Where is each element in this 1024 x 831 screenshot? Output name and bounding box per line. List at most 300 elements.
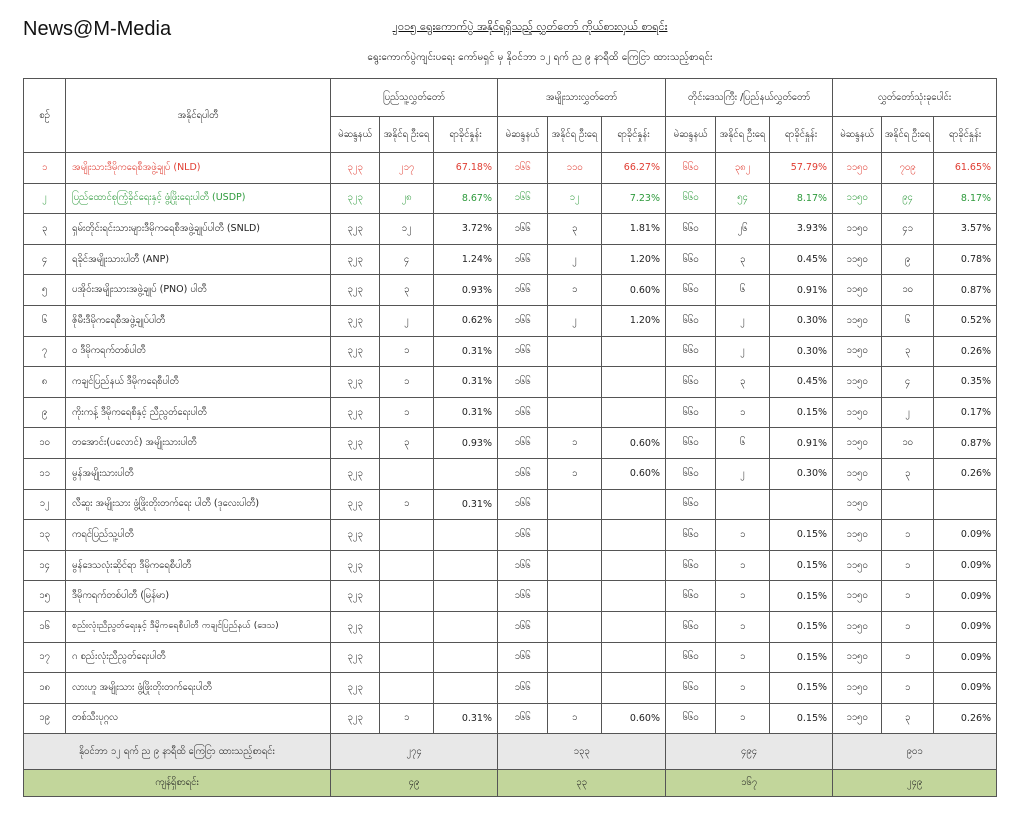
seats-won-cell	[380, 581, 434, 612]
constituency-cell: ၁၆၆	[498, 673, 548, 704]
constituency-cell: ၃၂၃	[331, 581, 380, 612]
constituency-cell: ၁၆၆	[498, 336, 548, 367]
constituency-cell: ၃၂၃	[331, 611, 380, 642]
constituency-cell: ၁၁၅၀	[833, 428, 882, 459]
constituency-cell: ၆၆၀	[666, 428, 716, 459]
percent-cell: 61.65%	[934, 153, 997, 184]
seats-won-cell	[380, 550, 434, 581]
brand-label: News@M-Media	[23, 18, 172, 40]
table-row	[24, 183, 997, 214]
seats-won-cell: ၆	[716, 428, 770, 459]
table-row	[24, 397, 997, 428]
seats-won-cell: ၁၂	[548, 183, 602, 214]
constituency-cell: ၁၆၆	[498, 367, 548, 398]
constituency-cell: ၃၂၃	[331, 458, 380, 489]
sum-row	[24, 734, 997, 770]
seats-won-cell: ၄	[882, 367, 934, 398]
percent-cell: 0.30%	[770, 336, 833, 367]
constituency-cell: ၆၆၀	[666, 275, 716, 306]
party-name: တစ်သီးပုဂ္ဂလ	[66, 703, 331, 734]
percent-cell: 0.31%	[434, 367, 498, 398]
constituency-cell: ၁၁၅၀	[833, 214, 882, 245]
header-group-regional: တိုင်းဒေသကြီး /ပြည်နယ်လွှတ်တော်	[666, 79, 833, 117]
seats-won-cell: ၁	[882, 520, 934, 551]
table-row	[24, 275, 997, 306]
party-name: ဇိုမီးဒီမိုကရေစီအဖွဲ့ချုပ်ပါတီ	[66, 305, 331, 336]
seats-won-cell	[548, 550, 602, 581]
sum-value: ၄၉၄	[666, 734, 833, 770]
seats-won-cell: ၂	[882, 397, 934, 428]
constituency-cell: ၁၁၅၀	[833, 183, 882, 214]
constituency-cell: ၁၆၆	[498, 275, 548, 306]
row-number: ၃	[24, 214, 66, 245]
percent-cell	[602, 520, 666, 551]
constituency-cell: ၃၂၃	[331, 520, 380, 551]
percent-cell: 0.91%	[770, 275, 833, 306]
header-party: အနိုင်ရပါတီ	[66, 79, 331, 153]
constituency-cell: ၁၁၅၀	[833, 489, 882, 520]
sum-label: နိုဝင်ဘာ ၁၂ ရက် ည ၉ နာရီထိ ကြေငြာ ထားသည့်စာရင်း	[24, 734, 331, 770]
subheader-1-0: မဲဆန္ဒနယ်	[498, 117, 548, 153]
seats-won-cell: ၃	[882, 336, 934, 367]
seats-won-cell: ၇၀၉	[882, 153, 934, 184]
seats-won-cell: ၂	[548, 244, 602, 275]
seats-won-cell: ၁	[380, 397, 434, 428]
row-number: ၁၇	[24, 642, 66, 673]
table-row	[24, 153, 997, 184]
seats-won-cell	[882, 489, 934, 520]
subheader-0-1: အနိုင်ရ ဦးရေ	[380, 117, 434, 153]
percent-cell: 0.52%	[934, 305, 997, 336]
seats-won-cell	[548, 489, 602, 520]
party-name: ပြည်ထောင်စုကြံ့ခိုင်ရေးနှင့် ဖွံ့ဖြိုးရေးပါတီ (USDP)	[66, 183, 331, 214]
total-row	[24, 770, 997, 797]
percent-cell: 8.67%	[434, 183, 498, 214]
constituency-cell: ၆၆၀	[666, 214, 716, 245]
results-table	[23, 78, 997, 797]
table-row	[24, 428, 997, 459]
seats-won-cell: ၁	[716, 581, 770, 612]
percent-cell: 67.18%	[434, 153, 498, 184]
percent-cell	[770, 489, 833, 520]
row-number: ၂	[24, 183, 66, 214]
percent-cell	[602, 673, 666, 704]
total-value: ၄၉	[331, 770, 498, 797]
percent-cell: 1.20%	[602, 305, 666, 336]
party-name: ကချင်ပြည်နယ် ဒီမိုကရေစီပါတီ	[66, 367, 331, 398]
party-name: ဂ စည်းလုံးညီညွတ်ရေးပါတီ	[66, 642, 331, 673]
constituency-cell: ၃၂၃	[331, 305, 380, 336]
percent-cell: 0.87%	[934, 428, 997, 459]
seats-won-cell	[548, 520, 602, 551]
constituency-cell: ၁၆၆	[498, 458, 548, 489]
constituency-cell: ၆၆၀	[666, 336, 716, 367]
seats-won-cell: ၃	[716, 367, 770, 398]
party-name: အမျိုးသားဒီမိုကရေစီအဖွဲ့ချုပ် (NLD)	[66, 153, 331, 184]
percent-cell: 0.45%	[770, 244, 833, 275]
constituency-cell: ၆၆၀	[666, 703, 716, 734]
sum-value: ၁၃၃	[498, 734, 666, 770]
percent-cell	[602, 397, 666, 428]
seats-won-cell: ၃	[548, 214, 602, 245]
constituency-cell: ၆၆၀	[666, 183, 716, 214]
percent-cell: 1.20%	[602, 244, 666, 275]
party-name: လီဆူး အမျိုးသား ဖွံ့ဖြိုးတိုးတက်ရေး ပါတီ (ဒုလေးပါတီ)	[66, 489, 331, 520]
party-name: ရခိုင်အမျိုးသားပါတီ (ANP)	[66, 244, 331, 275]
constituency-cell: ၁၁၅၀	[833, 703, 882, 734]
constituency-cell: ၆၆၀	[666, 367, 716, 398]
constituency-cell: ၃၂၃	[331, 183, 380, 214]
percent-cell: 0.15%	[770, 673, 833, 704]
percent-cell: 0.31%	[434, 703, 498, 734]
constituency-cell: ၃၂၃	[331, 244, 380, 275]
seats-won-cell: ၁	[882, 550, 934, 581]
party-name: လားဟူ အမျိုးသား ဖွံ့ဖြိုးတိုးတက်ရေးပါတီ	[66, 673, 331, 704]
seats-won-cell: ၁	[882, 673, 934, 704]
seats-won-cell	[380, 673, 434, 704]
percent-cell	[602, 489, 666, 520]
constituency-cell: ၁၁၅၀	[833, 673, 882, 704]
seats-won-cell: ၁	[548, 275, 602, 306]
row-number: ၁၄	[24, 550, 66, 581]
table-row	[24, 611, 997, 642]
percent-cell: 0.35%	[934, 367, 997, 398]
seats-won-cell: ၄၁	[882, 214, 934, 245]
header-group-pyithu: ပြည်သူ့လွှတ်တော်	[331, 79, 498, 117]
constituency-cell: ၁၆၆	[498, 428, 548, 459]
seats-won-cell: ၁	[380, 336, 434, 367]
row-number: ၁၈	[24, 673, 66, 704]
seats-won-cell: ၂	[548, 305, 602, 336]
constituency-cell: ၃၂၃	[331, 153, 380, 184]
party-name: မွန်ဒေသလုံးဆိုင်ရာ ဒီမိုကရေစီပါတီ	[66, 550, 331, 581]
seats-won-cell	[380, 611, 434, 642]
constituency-cell: ၁၁၅၀	[833, 458, 882, 489]
table-row	[24, 489, 997, 520]
party-name: ဝ ဒီမိုကရက်တစ်ပါတီ	[66, 336, 331, 367]
seats-won-cell: ၁	[380, 367, 434, 398]
percent-cell: 0.93%	[434, 275, 498, 306]
percent-cell: 0.15%	[770, 397, 833, 428]
constituency-cell: ၁၁၅၀	[833, 244, 882, 275]
percent-cell: 0.26%	[934, 703, 997, 734]
percent-cell: 0.45%	[770, 367, 833, 398]
seats-won-cell: ၂	[716, 458, 770, 489]
total-label: ကျန်ရှိစာရင်း	[24, 770, 331, 797]
constituency-cell: ၆၆၀	[666, 550, 716, 581]
percent-cell	[602, 581, 666, 612]
constituency-cell: ၃၂၃	[331, 336, 380, 367]
table-row	[24, 520, 997, 551]
percent-cell: 0.15%	[770, 550, 833, 581]
seats-won-cell: ၂	[380, 305, 434, 336]
seats-won-cell: ၁	[716, 520, 770, 551]
constituency-cell: ၆၆၀	[666, 489, 716, 520]
constituency-cell: ၁၆၆	[498, 305, 548, 336]
seats-won-cell: ၁၀	[882, 428, 934, 459]
percent-cell: 0.60%	[602, 458, 666, 489]
subheader-2-1: အနိုင်ရ ဦးရေ	[716, 117, 770, 153]
percent-cell	[602, 642, 666, 673]
subheader-1-2: ရာခိုင်နှုန်း	[602, 117, 666, 153]
percent-cell: 0.09%	[934, 550, 997, 581]
constituency-cell: ၁၆၆	[498, 550, 548, 581]
percent-cell: 0.78%	[934, 244, 997, 275]
seats-won-cell: ၁	[548, 428, 602, 459]
percent-cell: 0.09%	[934, 581, 997, 612]
table-row	[24, 305, 997, 336]
row-number: ၁၂	[24, 489, 66, 520]
seats-won-cell: ၆	[716, 275, 770, 306]
constituency-cell: ၁၁၅၀	[833, 153, 882, 184]
header-group-amyotha: အမျိုးသားလွှတ်တော်	[498, 79, 666, 117]
percent-cell	[602, 611, 666, 642]
constituency-cell: ၃၂၃	[331, 673, 380, 704]
constituency-cell: ၃၂၃	[331, 275, 380, 306]
constituency-cell: ၁၁၅၀	[833, 397, 882, 428]
header-no: စဉ်	[24, 79, 66, 153]
constituency-cell: ၁၆၆	[498, 611, 548, 642]
seats-won-cell: ၂၈	[380, 183, 434, 214]
seats-won-cell: ၁	[380, 703, 434, 734]
percent-cell: 0.60%	[602, 703, 666, 734]
percent-cell	[434, 673, 498, 704]
row-number: ၆	[24, 305, 66, 336]
constituency-cell: ၃၂၃	[331, 214, 380, 245]
percent-cell: 0.31%	[434, 397, 498, 428]
seats-won-cell: ၉၄	[882, 183, 934, 214]
total-value: ၂၄၉	[833, 770, 997, 797]
percent-cell: 57.79%	[770, 153, 833, 184]
seats-won-cell: ၁၂	[380, 214, 434, 245]
percent-cell: 0.15%	[770, 703, 833, 734]
seats-won-cell: ၃	[380, 428, 434, 459]
constituency-cell: ၁၆၆	[498, 244, 548, 275]
party-name: မွန်အမျိုးသားပါတီ	[66, 458, 331, 489]
seats-won-cell: ၁	[716, 611, 770, 642]
percent-cell: 0.26%	[934, 458, 997, 489]
row-number: ၉	[24, 397, 66, 428]
seats-won-cell: ၃	[882, 703, 934, 734]
percent-cell: 0.91%	[770, 428, 833, 459]
constituency-cell: ၁၁၅၀	[833, 611, 882, 642]
row-number: ၁၃	[24, 520, 66, 551]
percent-cell: 3.72%	[434, 214, 498, 245]
row-number: ၁	[24, 153, 66, 184]
percent-cell	[602, 336, 666, 367]
party-name: ကရင်ပြည်သူ့ပါတီ	[66, 520, 331, 551]
seats-won-cell: ၅၄	[716, 183, 770, 214]
constituency-cell: ၁၁၅၀	[833, 367, 882, 398]
page-subtitle: ရွေးကောက်ပွဲကျင်းပရေး ကော်မရှင် မှ နိုဝင်ဘာ ၁၂ ရက် ည ၉ နာရီထိ ကြေငြာ ထားသည့်စာရင်း	[367, 52, 713, 63]
seats-won-cell	[548, 611, 602, 642]
percent-cell: 1.24%	[434, 244, 498, 275]
constituency-cell: ၆၆၀	[666, 581, 716, 612]
constituency-cell: ၁၁၅၀	[833, 275, 882, 306]
percent-cell: 0.15%	[770, 520, 833, 551]
row-number: ၁၆	[24, 611, 66, 642]
constituency-cell: ၁၆၆	[498, 214, 548, 245]
percent-cell: 0.09%	[934, 520, 997, 551]
seats-won-cell: ၃	[882, 458, 934, 489]
party-name: ဒီမိုကရက်တစ်ပါတီ (မြန်မာ)	[66, 581, 331, 612]
constituency-cell: ၃၂၃	[331, 703, 380, 734]
header-group-total: လွှတ်တော်သုံးခုပေါင်း	[833, 79, 997, 117]
percent-cell: 0.93%	[434, 428, 498, 459]
percent-cell: 0.30%	[770, 305, 833, 336]
seats-won-cell: ၃	[716, 244, 770, 275]
total-value: ၁၆၇	[666, 770, 833, 797]
percent-cell: 0.09%	[934, 642, 997, 673]
constituency-cell: ၁၁၅၀	[833, 550, 882, 581]
constituency-cell: ၁၆၆	[498, 581, 548, 612]
sum-value: ၂၇၄	[331, 734, 498, 770]
constituency-cell: ၁၁၅၀	[833, 520, 882, 551]
seats-won-cell	[716, 489, 770, 520]
table-row	[24, 642, 997, 673]
percent-cell: 0.15%	[770, 642, 833, 673]
percent-cell: 0.31%	[434, 489, 498, 520]
row-number: ၈	[24, 367, 66, 398]
percent-cell	[434, 458, 498, 489]
constituency-cell: ၃၂၃	[331, 367, 380, 398]
subheader-3-0: မဲဆန္ဒနယ်	[833, 117, 882, 153]
percent-cell: 0.15%	[770, 611, 833, 642]
total-value: ၃၃	[498, 770, 666, 797]
constituency-cell: ၃၂၃	[331, 397, 380, 428]
percent-cell	[602, 550, 666, 581]
subheader-0-0: မဲဆန္ဒနယ်	[331, 117, 380, 153]
seats-won-cell: ၁	[716, 642, 770, 673]
table-row	[24, 336, 997, 367]
percent-cell	[602, 367, 666, 398]
constituency-cell: ၆၆၀	[666, 458, 716, 489]
constituency-cell: ၃၂၃	[331, 550, 380, 581]
percent-cell: 0.09%	[934, 611, 997, 642]
page-title: ၂၀၁၅ ရွေးကောက်ပွဲ အနိုင်ရရှိသည့် လွှတ်တော် ကိုယ်စားလှယ် စာရင်း	[392, 20, 668, 33]
constituency-cell: ၆၆၀	[666, 611, 716, 642]
constituency-cell: ၆၆၀	[666, 153, 716, 184]
percent-cell: 8.17%	[934, 183, 997, 214]
percent-cell: 0.17%	[934, 397, 997, 428]
constituency-cell: ၁၁၅၀	[833, 336, 882, 367]
party-name: ရှမ်းတိုင်းရင်းသားများဒီမိုကရေစီအဖွဲ့ချုပ်ပါတီ (SNLD)	[66, 214, 331, 245]
percent-cell: 8.17%	[770, 183, 833, 214]
table-row	[24, 458, 997, 489]
percent-cell: 0.26%	[934, 336, 997, 367]
percent-cell	[434, 581, 498, 612]
percent-cell: 66.27%	[602, 153, 666, 184]
seats-won-cell	[380, 458, 434, 489]
seats-won-cell: ၁	[716, 397, 770, 428]
constituency-cell: ၁၆၆	[498, 703, 548, 734]
percent-cell	[434, 520, 498, 551]
seats-won-cell: ၁၀	[882, 275, 934, 306]
constituency-cell: ၁၆၆	[498, 520, 548, 551]
constituency-cell: ၁၁၅၀	[833, 642, 882, 673]
percent-cell: 1.81%	[602, 214, 666, 245]
seats-won-cell	[548, 673, 602, 704]
seats-won-cell: ၂၆	[716, 214, 770, 245]
party-name: ပအိုဝ်းအမျိုးသားအဖွဲ့ချုပ် (PNO) ပါတီ	[66, 275, 331, 306]
constituency-cell: ၆၆၀	[666, 642, 716, 673]
seats-won-cell: ၁	[882, 611, 934, 642]
party-name: စည်းလုံးညီညွတ်ရေးနှင့် ဒီမိုကရေစီပါတီ ကချင်ပြည်နယ် (ဒေသ)	[66, 611, 331, 642]
percent-cell: 0.31%	[434, 336, 498, 367]
percent-cell: 0.15%	[770, 581, 833, 612]
seats-won-cell: ၄	[380, 244, 434, 275]
table-row	[24, 367, 997, 398]
constituency-cell: ၃၂၃	[331, 428, 380, 459]
constituency-cell: ၁၆၆	[498, 183, 548, 214]
seats-won-cell	[548, 336, 602, 367]
constituency-cell: ၁၆၆	[498, 397, 548, 428]
row-number: ၅	[24, 275, 66, 306]
seats-won-cell: ၂	[716, 336, 770, 367]
sum-value: ၉၀၁	[833, 734, 997, 770]
seats-won-cell	[548, 367, 602, 398]
row-number: ၁၀	[24, 428, 66, 459]
percent-cell	[434, 642, 498, 673]
seats-won-cell: ၉	[882, 244, 934, 275]
seats-won-cell	[548, 642, 602, 673]
constituency-cell: ၆၆၀	[666, 305, 716, 336]
seats-won-cell: ၁	[716, 550, 770, 581]
subheader-1-1: အနိုင်ရ ဦးရေ	[548, 117, 602, 153]
percent-cell: 0.62%	[434, 305, 498, 336]
seats-won-cell: ၂၁၇	[380, 153, 434, 184]
constituency-cell: ၁၁၅၀	[833, 305, 882, 336]
percent-cell: 3.57%	[934, 214, 997, 245]
seats-won-cell: ၂	[716, 305, 770, 336]
seats-won-cell	[380, 642, 434, 673]
subheader-2-0: မဲဆန္ဒနယ်	[666, 117, 716, 153]
party-name: တအောင်း(ပလောင်) အမျိုးသားပါတီ	[66, 428, 331, 459]
constituency-cell: ၁၁၅၀	[833, 581, 882, 612]
seats-won-cell: ၁	[380, 489, 434, 520]
seats-won-cell: ၁	[548, 458, 602, 489]
table-row	[24, 673, 997, 704]
seats-won-cell: ၁	[716, 673, 770, 704]
table-row	[24, 244, 997, 275]
constituency-cell: ၆၆၀	[666, 397, 716, 428]
subheader-0-2: ရာခိုင်နှုန်း	[434, 117, 498, 153]
seats-won-cell	[548, 581, 602, 612]
constituency-cell: ၃၂၃	[331, 489, 380, 520]
table-row	[24, 703, 997, 734]
seats-won-cell: ၃၈၂	[716, 153, 770, 184]
percent-cell: 0.60%	[602, 428, 666, 459]
row-number: ၁၅	[24, 581, 66, 612]
seats-won-cell: ၁၁၀	[548, 153, 602, 184]
percent-cell: 0.60%	[602, 275, 666, 306]
constituency-cell: ၁၆၆	[498, 642, 548, 673]
seats-won-cell: ၆	[882, 305, 934, 336]
row-number: ၄	[24, 244, 66, 275]
constituency-cell: ၆၆၀	[666, 244, 716, 275]
percent-cell	[934, 489, 997, 520]
percent-cell: 7.23%	[602, 183, 666, 214]
percent-cell	[434, 611, 498, 642]
seats-won-cell	[380, 520, 434, 551]
table-row	[24, 581, 997, 612]
table-row	[24, 550, 997, 581]
party-name: ကိုးကန့် ဒီမိုကရေစီနှင့် ညီညွတ်ရေးပါတီ	[66, 397, 331, 428]
row-number: ၁၉	[24, 703, 66, 734]
row-number: ၇	[24, 336, 66, 367]
subheader-3-2: ရာခိုင်နှုန်း	[934, 117, 997, 153]
seats-won-cell: ၁	[882, 642, 934, 673]
